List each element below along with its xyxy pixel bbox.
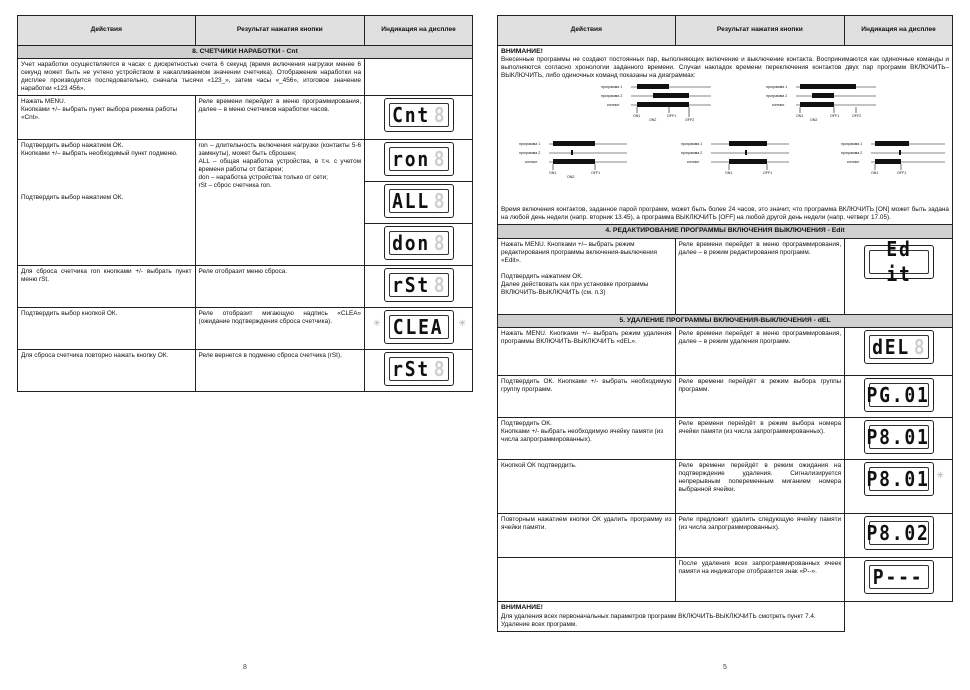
diagram-label: программа 2 [519,151,541,156]
display-cell [845,558,953,602]
result-cell [195,350,365,392]
lcd-display [864,462,934,496]
lcd-display [864,420,934,454]
diagram-label: программа 1 [519,142,541,147]
action-text: Подтвердить ОК. Кнопками +/- выбрать необходимую группу программ. [501,378,672,394]
action-cell [18,140,196,266]
timing-diagrams [501,80,949,206]
note-text-2: Время включения контактов, заданное парой программ, может быть более 24 часов, это значит, что программа ВКЛЮЧИТЬ [ON] может быть задана на любой день недели (напр. вторник 13.45), а программа ВЫКЛЮЧИТЬ [OFF] на любой другой день недели (напр. четверг 17.05). [501,206,949,222]
lcd-text: P8.02 [866,520,931,545]
lcd-display [384,310,454,344]
note-text: Внесенные программы не создают постоянных пар, выполняющих включение и выключение контакта. Воспринимаются как одиночные команды и выполняются согласно хронологии заданного времени. Случаи накладок времени переключения контактов двух пар программ ВКЛЮЧИТЬ–ВЫКЛЮЧИТЬ, либо одиночных команд показаны на диаграммах: [501,56,949,80]
page-number: 5 [723,664,727,672]
result-cell [195,140,365,266]
result-text: Реле времени перейдет в меню программирования, далее – в режим редактирования программ. [678,240,842,256]
timing-diagram-2 [766,84,876,122]
action-cell [18,96,196,140]
result-cell [675,418,845,460]
lcd-text: ron [392,146,431,171]
section-title: 5. УДАЛЕНИЕ ПРОГРАММЫ ВКЛЮЧЕНИЯ-ВЫКЛЮЧЕНИЯ - dEL [498,314,953,327]
lcd-display [864,516,934,550]
diagram-label: программа 2 [681,151,703,156]
action-cell [498,558,676,602]
timing-diagram-5 [841,141,945,175]
action-text: Нажать MENU. Кнопками +/– выбрать пункт выбора режима работы «Cnt». [21,98,178,122]
diagram-label: ON1 [725,171,733,176]
action-cell [18,266,196,308]
result-cell [675,376,845,418]
diagram-label: OFF2 [852,114,862,119]
header-actions: Действия [18,16,196,46]
result-text: Реле вернется в подменю сброса счетчика (rSt). [198,352,342,360]
action-cell [18,308,196,350]
diagram-label: контакт [847,160,860,165]
lcd-text: P--- [873,564,924,589]
bottom-note [498,602,845,631]
display-cell [365,96,473,140]
left-page [17,15,473,687]
result-text: Реле предложит удалить следующую ячейку памяти (из числа запрограммированных). [678,516,842,532]
result-text: ron – длительность включения нагрузки (контакты 5-6 замкнуты), может быть сброшен; ALL – общая наработка устройства, в т.ч. с учетом времени работы от батареи; don – наработка устройства только от сети; rSt – сброс счетчика ron. [198,142,362,190]
blink-rays-icon: ✳ [373,318,381,329]
lcd-text: Cnt [392,102,431,127]
section-intro: Учет наработки осуществляется в часах с дискретностью счета 6 секунд (время включения нагрузки менее 6 секунд может быть не учтено устройством в накапливаемом значении счетчика). Отображение наработки на дисплее производится последовательно, сначала тысячи «123_», затем часы «_456», итоговое значение наработки «123 456». [18,59,365,96]
result-text: Реле отобразит мигающую надпись «CLEA» (ожидание подтверждения сброса счетчика). [198,310,362,326]
lcd-text: ALL [392,188,431,213]
action-text: Нажать MENU. Кнопками +/– выбрать режим удаления программы ВКЛЮЧИТЬ-ВЫКЛЮЧИТЬ «dEL». [501,330,672,346]
result-cell [195,266,365,308]
lcd-display: Cnt 8 [384,98,454,132]
result-text: Реле времени перейдёт в режим ожидания на подтверждение удаления. Сигнализируется непрерывным попеременным миганием номера выбранной ячейки. [678,462,842,494]
bottom-note-text: Для удаления всех первоначальных параметров программ ВКЛЮЧИТЬ-ВЫКЛЮЧИТЬ смотреть пункт 7.4. Удаление всех программ. [501,612,816,628]
result-cell [675,460,845,514]
action-cell [498,460,676,514]
display-cell [365,182,473,224]
display-cell [845,460,953,514]
lcd-text: P8.01 [866,466,931,491]
lcd-display [864,560,934,594]
lcd-display: rSt 8 [384,268,454,302]
result-cell [675,514,845,558]
diagram-label: ON1 [796,114,804,119]
header-display: Индикация на дисплее [845,16,953,46]
lcd-display [864,378,934,412]
diagram-label: ON2 [567,175,575,180]
blink-rays-icon: ✳ [458,318,466,329]
diagram-label: ON1 [871,171,879,176]
result-text: Реле отобразит меню сброса. [198,268,288,276]
right-page [497,15,953,687]
diagram-label: программа 2 [766,94,788,99]
diagram-label: контакт [772,103,785,108]
diagram-label: программа 2 [841,151,863,156]
diagram-label: ON1 [633,114,641,119]
blink-rays-icon: ✳ [936,470,944,481]
timing-diagram-3 [519,141,627,179]
result-cell [195,96,365,140]
action-cell [498,514,676,558]
action-text: Повторным нажатием кнопки ОК удалить программу из ячейки памяти. [501,516,672,532]
lcd-text: CLEA [393,314,444,339]
diagram-label: программа 2 [601,94,623,99]
result-text: Реле времени перейдёт в режим выбора группы программ. [678,378,842,394]
section-title: 4. РЕДАКТИРОВАНИЕ ПРОГРАММЫ ВКЛЮЧЕНИЯ ВЫКЛЮЧЕНИЯ - Edit [498,225,953,238]
note-box [498,46,953,225]
display-cell [365,308,473,350]
result-text: После удаления всех запрограммированных ячеек памяти на индикаторе отобразится знак «P--». [678,560,842,576]
diagram-label: ON2 [649,118,657,123]
action-text: Для сброса счетчика повторно нажать кнопку ОК. [21,352,169,360]
action-text: Подтвердить выбор кнопкой ОК. [21,310,118,318]
action-cell [498,328,676,376]
header-actions: Действия [498,16,676,46]
display-cell [365,140,473,182]
result-cell [675,558,845,602]
result-text: Реле времени перейдет в меню программирования, далее – в меню счетчиков наработки часов. [198,98,362,114]
lcd-display [864,236,934,286]
diagram-label: OFF1 [830,114,840,119]
action-cell [498,418,676,460]
lcd-display: don 8 [384,226,454,260]
lcd-text: PG.01 [866,382,931,407]
action-text: Кнопкой ОК подтвердить. [501,462,577,470]
section-title: 8. СЧЕТЧИКИ НАРАБОТКИ - Cnt [18,46,473,59]
lcd-text: dEL [872,334,911,359]
diagram-label: контакт [687,160,700,165]
diagram-label: OFF1 [897,171,907,176]
diagram-label: программа 1 [841,142,863,147]
result-cell [195,308,365,350]
diagram-label: ON1 [549,171,557,176]
timing-diagram-1 [601,84,711,122]
action-text: Подтвердить выбор нажатием ОК. Кнопками +/– выбрать необходимый пункт подменю. [21,142,178,158]
note-title: ВНИМАНИЕ! [501,48,543,55]
diagram-label: контакт [525,160,538,165]
lcd-text: don [392,230,431,255]
lcd-display: dEL 8 [864,330,934,364]
diagram-label: OFF1 [763,171,773,176]
lcd-display: ron 8 [384,142,454,176]
diagram-label: контакт [607,103,620,108]
lcd-text: rSt [392,272,431,297]
diagram-label: программа 1 [681,142,703,147]
action-cell [498,238,676,314]
diagram-label: программа 1 [766,85,788,90]
page-number: 8 [243,664,247,672]
display-cell [845,328,953,376]
display-cell [845,514,953,558]
left-table [17,15,473,392]
action-text: Для сброса счетчика ron кнопками +/- выбрать пункт меню rSt. [21,268,192,284]
result-cell [675,328,845,376]
display-cell [845,418,953,460]
header-result: Результат нажатия кнопки [675,16,845,46]
display-cell [845,376,953,418]
display-cell [365,266,473,308]
action-cell [18,350,196,392]
right-table [497,15,953,632]
diagram-label: OFF2 [685,118,695,123]
diagram-label: OFF1 [591,171,601,176]
timing-diagram-4 [681,141,789,175]
action-text: Нажать MENU. Кнопками +/– выбрать режим редактирования программы включения-выключения «Edit». Подтвердить нажатием ОК. Далее действовать как при установке программы ВКЛЮЧИТЬ-ВЫКЛЮЧИТЬ (см. п.3) [501,240,657,296]
lcd-text: Ed it [885,236,912,286]
result-text: Реле времени перейдет в меню программирования, далее – в режим удаления программ. [678,330,842,346]
display-cell [365,350,473,392]
diagram-label: программа 1 [601,85,623,90]
header-display: Индикация на дисплее [365,16,473,46]
bottom-note-title: ВНИМАНИЕ! [501,604,543,612]
diagram-label: ON2 [810,118,818,123]
action-cell [498,376,676,418]
lcd-text: rSt [392,356,431,381]
lcd-display: rSt 8 [384,352,454,386]
result-text: Реле времени перейдёт в режим выбора номера ячейки памяти (из числа запрограммированных). [678,420,842,436]
action-text: Подтвердить ОК. Кнопками +/- выбрать необходимую ячейку памяти (из числа запрограммированных). [501,420,664,444]
result-cell [675,238,845,314]
display-cell [365,224,473,266]
lcd-display: ALL 8 [384,184,454,218]
header-result: Результат нажатия кнопки [195,16,365,46]
display-cell [845,238,953,314]
action-text: Подтвердить выбор нажатием ОК. [21,194,124,202]
lcd-text: P8.01 [866,424,931,449]
diagram-label: OFF1 [667,114,677,119]
